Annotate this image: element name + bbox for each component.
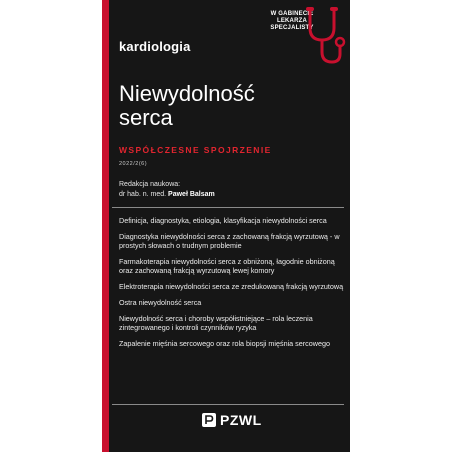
book-cover xyxy=(102,0,350,452)
publisher-mark-icon xyxy=(202,413,216,427)
publisher-name: PZWL xyxy=(220,412,262,428)
toc-item: Elektroterapia niewydolności serca ze zredukowaną frakcją wyrzutową xyxy=(119,282,344,291)
book-title xyxy=(119,82,255,130)
editor xyxy=(119,191,215,198)
toc-item: Ostra niewydolność serca xyxy=(119,298,202,307)
series-name: kardiologia xyxy=(119,39,191,54)
badge-line: LEKARZA xyxy=(276,18,308,24)
publisher-logo xyxy=(202,412,262,428)
toc-item: Niewydolność serca i choroby współistniejące – rola leczenia zintegrowanego i kontroli czynników ryzyka xyxy=(119,314,313,332)
editor-label: Redakcja naukowa: xyxy=(119,181,181,188)
divider xyxy=(112,404,344,405)
table-of-contents xyxy=(119,216,344,355)
title-line: serca xyxy=(119,105,173,130)
toc-item: Diagnostyka niewydolności serca z zachowaną frakcją wyrzutową - w prostych słowach o trudnym problemie xyxy=(119,232,340,250)
toc-item: Farmakoterapia niewydolności serca z obniżoną, łagodnie obniżoną oraz zachowaną frakcją wyrzutową lewej komory xyxy=(119,257,335,275)
divider xyxy=(112,207,344,208)
badge-line: SPECJALISTY xyxy=(270,25,314,31)
badge-line: W GABINECIE xyxy=(270,11,314,17)
editor-name: Paweł Balsam xyxy=(168,191,215,198)
issue-code: 2022/2(6) xyxy=(119,161,148,167)
toc-item: Zapalenie mięśnia sercowego oraz rola biopsji mięśnia sercowego xyxy=(119,339,330,348)
editor-title: dr hab. n. med. xyxy=(119,191,167,198)
toc-item: Definicja, diagnostyka, etiologia, klasyfikacja niewydolności serca xyxy=(119,216,327,225)
red-spine-bar xyxy=(102,0,109,452)
title-line: Niewydolność xyxy=(119,81,255,106)
stethoscope-icon xyxy=(302,6,346,66)
book-subtitle: WSPÓŁCZESNE SPOJRZENIE xyxy=(119,145,272,155)
